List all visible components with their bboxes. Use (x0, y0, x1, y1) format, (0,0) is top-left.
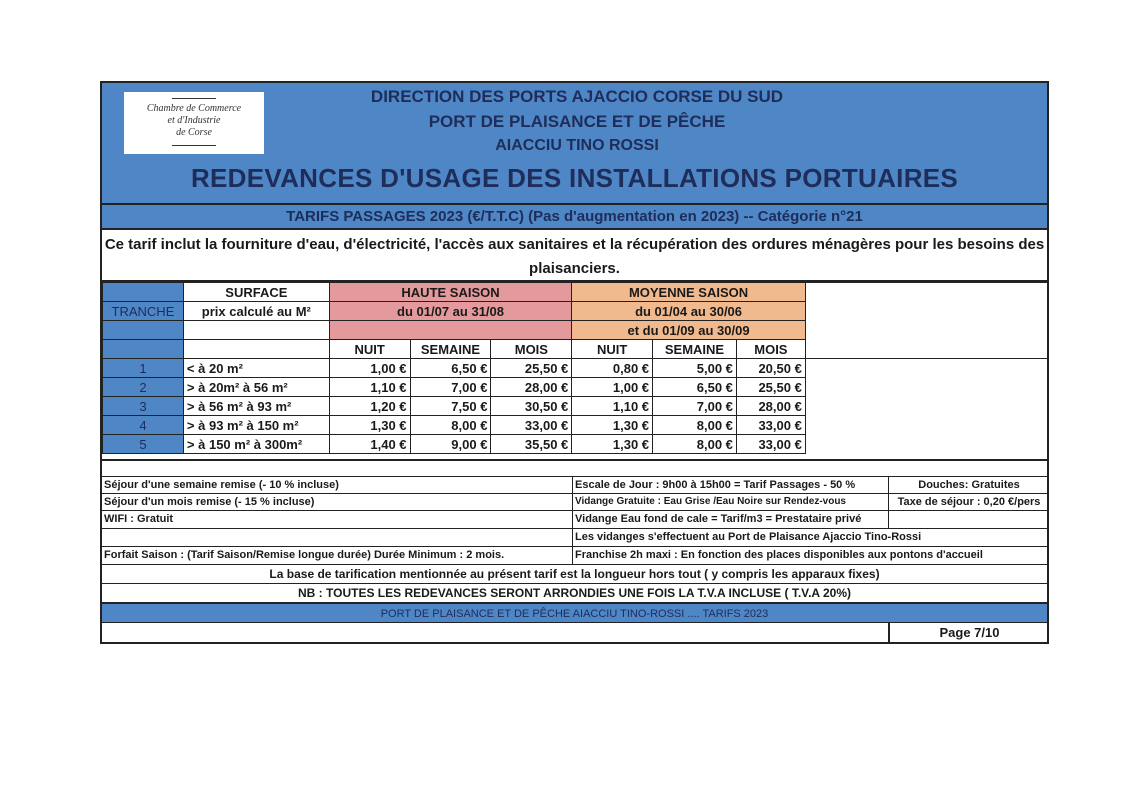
moyenne-saison-header: MOYENNE SAISON (572, 283, 806, 302)
price-cell: 7,50 € (410, 397, 491, 416)
col-header: MOIS (736, 340, 805, 359)
franchise-note: Franchise 2h maxi : En fonction des places disponibles aux pontons d'accueil (572, 547, 1047, 564)
vidange-cale-note: Vidange Eau fond de cale = Tarif/m3 = Prestataire privé (572, 511, 888, 528)
douches-note: Douches: Gratuites (888, 477, 1047, 493)
taxe-sejour-note: Taxe de séjour : 0,20 €/pers (888, 494, 1047, 510)
vidanges-lieu-note: Les vidanges s'effectuent au Port de Plaisance Ajaccio Tino-Rossi (572, 529, 1047, 546)
haute-saison-header: HAUTE SAISON (329, 283, 571, 302)
tranche-header: TRANCHE (103, 302, 184, 321)
table-row (103, 435, 1048, 454)
price-cell: 5,00 € (653, 359, 737, 378)
notes-row-1 (102, 477, 1047, 494)
tranche-cell: 2 (103, 378, 184, 397)
surface-cell: > à 56 m² à 93 m² (183, 397, 329, 416)
col-header: MOIS (491, 340, 572, 359)
logo-line-2: et d'Industrie (167, 115, 221, 126)
tariff-sheet (100, 81, 1049, 644)
header-direction: DIRECTION DES PORTS AJACCIO CORSE DU SUD (370, 87, 784, 106)
price-cell: 1,10 € (572, 397, 653, 416)
notes-row-3 (102, 511, 1047, 529)
price-cell: 1,40 € (329, 435, 410, 454)
moyenne-saison-dates-1: du 01/04 au 30/06 (572, 302, 806, 321)
page-title: REDEVANCES D'USAGE DES INSTALLATIONS PORTUAIRES (190, 163, 959, 193)
logo-line-3: de Corse (176, 127, 212, 138)
price-cell: 1,30 € (572, 435, 653, 454)
price-cell: 7,00 € (410, 378, 491, 397)
page-number: Page 7/10 (888, 623, 1049, 644)
forfait-saison-note: Forfait Saison : (Tarif Saison/Remise longue durée) Durée Minimum : 2 mois. (104, 549, 505, 561)
col-header: NUIT (572, 340, 653, 359)
header-aiacciu: AIACCIU TINO ROSSI (495, 137, 659, 154)
price-cell: 1,30 € (329, 416, 410, 435)
price-cell: 33,00 € (736, 435, 805, 454)
table-row (103, 359, 1048, 378)
table-row (103, 397, 1048, 416)
spacer-row (102, 459, 1047, 477)
table-row (103, 378, 1048, 397)
sejour-mois-note: Séjour d'un mois remise (- 15 % incluse) (104, 496, 315, 508)
price-cell: 28,00 € (736, 397, 805, 416)
price-cell: 25,50 € (736, 378, 805, 397)
header-port: PORT DE PLAISANCE ET DE PÊCHE (428, 112, 726, 131)
logo-line-1: Chambre de Commerce (146, 103, 242, 114)
price-cell: 0,80 € (572, 359, 653, 378)
tranche-cell: 3 (103, 397, 184, 416)
escale-note: Escale de Jour : 9h00 à 15h00 = Tarif Passages - 50 % (572, 477, 888, 493)
price-cell: 25,50 € (491, 359, 572, 378)
col-header: SEMAINE (410, 340, 491, 359)
arrondi-note: NB : TOUTES LES REDEVANCES SERONT ARRONDIES UNE FOIS LA T.V.A INCLUSE ( T.V.A 20%) (102, 584, 1047, 603)
notes-row-2 (102, 494, 1047, 511)
tranche-cell: 1 (103, 359, 184, 378)
price-cell: 6,50 € (653, 378, 737, 397)
price-cell: 1,30 € (572, 416, 653, 435)
vidange-gratuite-note: Vidange Gratuite : Eau Grise /Eau Noire sur Rendez-vous (572, 494, 888, 510)
price-cell: 1,00 € (572, 378, 653, 397)
notes-row-4 (102, 529, 1047, 547)
tranche-cell: 4 (103, 416, 184, 435)
base-tarification-note: La base de tarification mentionnée au présent tarif est la longueur hors tout ( y compris les apparaux fixes) (102, 565, 1047, 584)
surface-subheader: prix calculé au M² (183, 302, 329, 321)
col-header: NUIT (329, 340, 410, 359)
surface-cell: > à 93 m² à 150 m² (183, 416, 329, 435)
tranche-cell: 5 (103, 435, 184, 454)
haute-saison-dates: du 01/07 au 31/08 (329, 302, 571, 321)
surface-cell: > à 150 m² à 300m² (183, 435, 329, 454)
price-cell: 33,00 € (491, 416, 572, 435)
surface-cell: > à 20m² à 56 m² (183, 378, 329, 397)
moyenne-saison-dates-2: et du 01/09 au 30/09 (572, 321, 806, 340)
price-cell: 1,10 € (329, 378, 410, 397)
sejour-semaine-note: Séjour d'une semaine remise (- 10 % incluse) (104, 479, 339, 491)
surface-header: SURFACE (183, 283, 329, 302)
price-cell: 28,00 € (491, 378, 572, 397)
price-cell: 1,00 € (329, 359, 410, 378)
notes-row-5 (102, 547, 1047, 565)
price-cell: 20,50 € (736, 359, 805, 378)
price-cell: 7,00 € (653, 397, 737, 416)
wifi-note: WIFI : Gratuit (104, 513, 174, 525)
header-band (102, 83, 1047, 203)
price-cell: 1,20 € (329, 397, 410, 416)
inclusion-note: Ce tarif inclut la fourniture d'eau, d'électricité, l'accès aux sanitaires et la récupération des ordures ménagères pour les besoins des plaisanciers. (102, 230, 1047, 282)
tarifs-banner: TARIFS PASSAGES 2023 (€/T.T.C) (Pas d'augmentation en 2023) -- Catégorie n°21 (102, 203, 1047, 230)
tariff-table (102, 282, 1047, 454)
price-cell: 8,00 € (653, 416, 737, 435)
table-row (103, 416, 1048, 435)
cci-corse-logo (124, 92, 264, 154)
price-cell: 8,00 € (410, 416, 491, 435)
col-header: SEMAINE (653, 340, 737, 359)
price-cell: 8,00 € (653, 435, 737, 454)
price-cell: 30,50 € (491, 397, 572, 416)
surface-cell: < à 20 m² (183, 359, 329, 378)
price-cell: 9,00 € (410, 435, 491, 454)
price-cell: 35,50 € (491, 435, 572, 454)
footer-banner: PORT DE PLAISANCE ET DE PÊCHE AIACCIU TINO-ROSSI .... TARIFS 2023 (102, 603, 1047, 623)
page-bar (102, 623, 1047, 644)
price-cell: 33,00 € (736, 416, 805, 435)
price-cell: 6,50 € (410, 359, 491, 378)
